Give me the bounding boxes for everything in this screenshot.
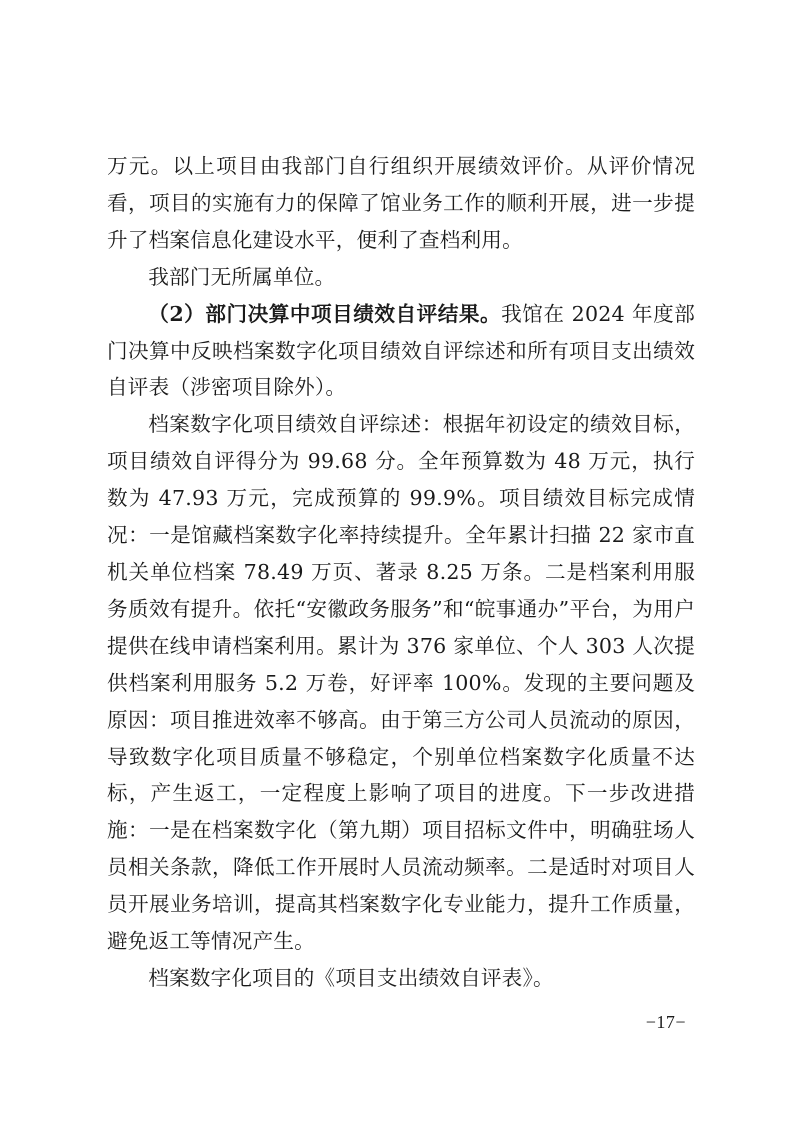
document-body: [107, 148, 695, 997]
paragraph-no-affiliated-units: 我部门无所属单位。: [148, 264, 336, 289]
paragraph-digitization-summary: 档案数字化项目绩效自评综述：根据年初设定的绩效目标，项目绩效自评得分为 99.68 分。全年预算数为 48 万元，执行数为 47.93 万元，完成预算的 99.9%。项目绩效目标完成情况：一是馆藏档案数字化率持续提升。全年累计扫描 22 家市直机关单位档案 78.49 万页、著录 8.25 万条。二是档案利用服务质效有提升。依托“安徽政务服务”和“皖事通办”平台，为用户提供在线申请档案利用。累计为 376 家单位、个人 303 人次提供档案利用服务 5.2 万卷，好评率 100%。发现的主要问题及原因：项目推进效率不够高。由于第三方公司人员流动的原因，导致数字化项目质量不够稳定，个别单位档案数字化质量不达标，产生返工，一定程度上影响了项目的进度。下一步改进措施：一是在档案数字化（第九期）项目招标文件中，明确驻场人员相关条款，降低工作开展时人员流动频率。二是适时对项目人员开展业务培训，提高其档案数字化专业能力，提升工作质量，避免返工等情况产生。: [107, 412, 695, 954]
paragraph-self-evaluation-table-ref: 档案数字化项目的《项目支出绩效自评表》。: [148, 965, 554, 990]
section-heading-inline: （2）部门决算中项目绩效自评结果。: [148, 301, 502, 326]
paragraph-self-evaluation-results: [107, 296, 695, 407]
paragraph-self-evaluation-text: 我馆在 2024 年度部门决算中反映档案数字化项目绩效自评综述和所有项目支出绩效自评表（涉密项目除外）。: [107, 301, 696, 400]
paragraph-continuation: 万元。以上项目由我部门自行组织开展绩效评价。从评价情况看，项目的实施有力的保障了馆业务工作的顺利开展，进一步提升了档案信息化建设水平，便利了查档利用。: [107, 154, 695, 252]
page-number: −17−: [645, 1012, 686, 1032]
